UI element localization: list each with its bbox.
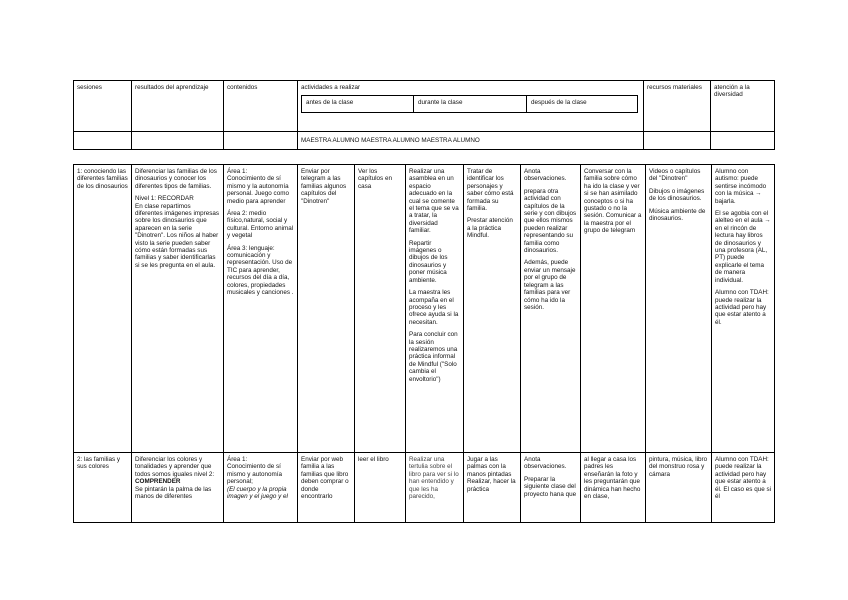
session-2-durante-maestra: Realizar una tertulia sobre el libro para ver si lo han entendido y que les ha parecido,	[406, 453, 464, 523]
session-1-atencion	[712, 165, 775, 453]
header-empty-5	[711, 132, 775, 150]
session-2-contenidos-b: (El cuerpo y la propia imagen y el juego y el	[227, 485, 288, 501]
header-table	[73, 80, 775, 150]
table-row	[74, 165, 775, 453]
header-despues: después de la clase	[527, 96, 638, 113]
header-durante: durante la clase	[414, 96, 527, 113]
session-1-antes-alumno: Ver los capítulos en casa	[355, 165, 406, 453]
session-1-durante-alumno	[464, 165, 521, 453]
header-atencion: atención a la diversidad	[711, 81, 775, 132]
header-actividades	[298, 81, 644, 132]
session-2-resultados-c: Se pintarán la palma de las manos de diferentes	[135, 485, 212, 501]
session-1-recursos-p2: Dibujos o imágenes de los dinosaurios.	[649, 187, 705, 203]
session-1-recursos-p1: Videos o capítulos del "Dinotren"	[649, 168, 701, 183]
session-1-resultados-p1: Diferenciar las familias de los dinosaurios y conocer los diferentes tipos de familias.	[135, 168, 217, 190]
session-1-contenidos-p2: Área 2: medio físico,natural, social y cultural. Entorno animal y vegetal	[227, 210, 294, 240]
session-1-resultados	[132, 165, 224, 453]
sessions-table	[73, 164, 775, 523]
session-1-despues-maestra-p2: prepara otra actividad con capítulos de la serie y con dibujos que ellos mismos pueden realizar representando su familia como dinosaurios.	[524, 187, 577, 255]
header-antes: antes de la clase	[302, 96, 414, 113]
session-2-despues-maestra-b: Preparar la siguiente clase del proyecto hana que	[524, 475, 577, 498]
session-1-contenidos-p3: Área 3: lenguaje: comunicación y representación. Uso de TIC para aprender, recursos del día a día, colores, propiedades musicales y canciones .	[227, 244, 294, 297]
session-2-recursos: pintura, música, libro del monstruo rosa y cámara	[646, 453, 712, 523]
session-1-durante-maestra	[406, 165, 464, 453]
header-contenidos: contenidos	[224, 81, 298, 132]
session-1-atencion-p2: El se agobia con el alelteo en el aula → en el rincón de lectura hay libros de dinosaurios y una profesora (AL, PT) puede explicarle el tema de manera individual.	[715, 210, 771, 284]
session-2-durante-alumno: Jugar a las palmas con la manos pintadas Realizar, hacer la práctica	[464, 453, 521, 523]
session-1-resultados-p2: Nivel 1: RECORDAR En clase repartimos diferentes imágenes impresas sobre los dinosaurios que aparecen en la serie "Dinotren". Los niños al haber visto la serie pueden saber cómo están formadas sus familias y saber identificarlas si se les pregunta en el aula.	[135, 195, 219, 269]
header-empty-3	[224, 132, 298, 150]
session-2-despues-maestra-a: Anota observaciones.	[524, 456, 567, 471]
session-2-despues-alumno: al llegar a casa los padres les enseñarán la foto y les preguntarán que dinámica han hecho en clase,	[581, 453, 646, 523]
session-2-despues-maestra	[521, 453, 581, 523]
session-2-antes-maestra: Enviar por web familia a las familias que libro deben comprar o donde encontrarlo	[298, 453, 355, 523]
session-1-durante-alumno-p1: Tratar de identificar los personajes y saber cómo está formada su familia.	[467, 168, 514, 213]
session-2-resultados-a: Diferenciar los colores y tonalidades y aprender que todos somos iguales nivel 2:	[135, 456, 215, 478]
session-1-contenidos-p1: Área 1: Conocimiento de sí mismo y la autonomía personal. Juego como medio para aprender	[227, 168, 289, 205]
session-1-atencion-p3: Alumno con TDAH: puede realizar la actividad pero hay que estar atento a él.	[715, 289, 769, 326]
session-2-contenidos-a: Área 1: Conocimiento de sí mismo y autonomía personal;	[227, 456, 282, 486]
session-1-recursos	[646, 165, 712, 453]
header-empty-4	[644, 132, 711, 150]
session-2-title: 2: las familias y sus colores	[74, 453, 132, 523]
session-1-durante-maestra-p4: Para concluir con la sesión realizaremos una práctica informal de Mindful ("Solo cambia el envoltorio")	[409, 331, 458, 383]
header-actividades-label: actividades a realizar	[301, 84, 361, 91]
header-maestra-alumno: MAESTRA ALUMNO MAESTRA ALUMNO MAESTRA ALUMNO	[298, 132, 644, 150]
header-actividades-subtable	[301, 95, 638, 113]
session-1-durante-maestra-p1: Realizar una asamblea en un espacio adecuado en la cual se comente el tema que se va a tratar, la diversidad familiar.	[409, 168, 459, 235]
session-1-title: 1: conociendo las diferentes familias de los dinosaurios	[74, 165, 132, 453]
header-empty-1	[74, 132, 132, 150]
session-2-contenidos	[224, 453, 298, 523]
session-1-despues-maestra	[521, 165, 581, 453]
session-1-durante-maestra-p3: La maestra les acompaña en el proceso y les ofrece ayuda si la necesitan.	[409, 289, 459, 326]
session-2-resultados	[132, 453, 224, 523]
table-row	[74, 453, 775, 523]
session-1-contenidos	[224, 165, 298, 453]
session-1-despues-maestra-p3: Además, puede enviar un mensaje por el grupo de telegram a las familias para ver cómo ha ido la sesión.	[524, 259, 576, 311]
session-1-despues-maestra-p1: Anota observaciones.	[524, 168, 567, 183]
header-empty-2	[132, 132, 224, 150]
session-2-atencion: Alumno con TDAH: puede realizar la actividad pero hay que estar atento a él. El caso es que si él	[712, 453, 775, 523]
header-sesiones: sesiones	[74, 81, 132, 132]
session-1-despues-alumno: Conversar con la familia sobre cómo ha ido la clase y ver si se han asimilado conceptos o si ha gustado o no la sesión. Comunicar a la maestra por el grupo de telegram	[581, 165, 646, 453]
session-1-antes-maestra: Enviar por telegram a las familias algunos capítulos del "Dinotren"	[298, 165, 355, 453]
session-1-durante-maestra-p2: Repartir imágenes o dibujos de los dinosaurios y poner música ambiente.	[409, 239, 448, 284]
session-2-antes-alumno: leer el libro	[355, 453, 406, 523]
session-1-recursos-p3: Música ambiente de dinosaurios.	[649, 207, 706, 223]
session-1-durante-alumno-p2: Prestar atención a la práctica Mindful.	[467, 217, 513, 240]
session-1-atencion-p1: Alumno con autismo: puede sentirse incómodo con la música → bajarla.	[715, 168, 767, 205]
header-resultados: resultados del aprendizaje	[132, 81, 224, 132]
session-2-resultados-b: COMPRENDER	[135, 478, 181, 486]
header-recursos: recursos materiales	[644, 81, 711, 132]
